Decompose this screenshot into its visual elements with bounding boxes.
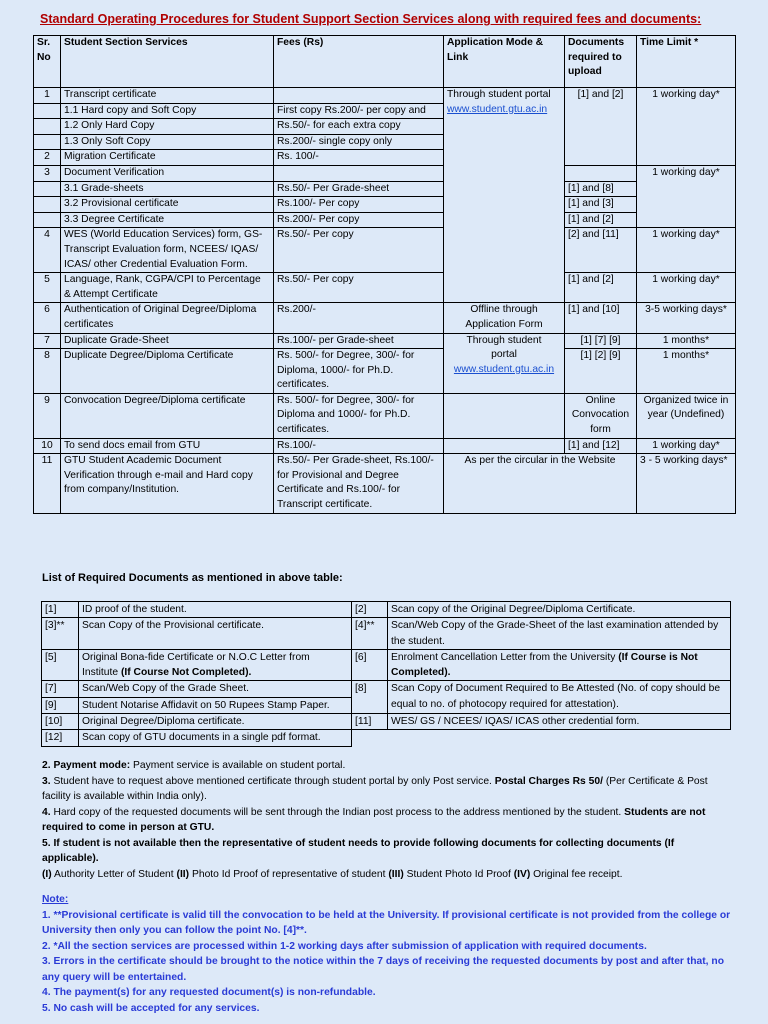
list-item [42, 618, 731, 650]
time-cell: 1 working day* [637, 88, 736, 150]
fees-cell: Rs.50/- Per Grade-sheet, Rs.100/- for Provisional and Degree Certificate and Rs.100/- for Transcript certificate. [274, 454, 444, 513]
note-text: Original fee receipt. [530, 868, 623, 880]
docs-cell: [1] and [2] [565, 273, 637, 303]
mode-cell-portal-2 [444, 333, 565, 393]
time-cell: 1 months* [637, 333, 736, 349]
note-label: 3. [42, 775, 51, 787]
note-label: (II) [176, 868, 190, 880]
service-cell: Document Verification [61, 165, 274, 181]
note-line: 4. The payment(s) for any requested document(s) is non-refundable. [42, 987, 376, 998]
doc-value: Scan copy of the Original Degree/Diploma Certificate. [388, 602, 731, 618]
mode-text: Through student portal [447, 89, 551, 100]
time-cell: 1 working day* [637, 273, 736, 303]
sr-cell: 1 [34, 88, 61, 104]
table-row [34, 393, 736, 438]
service-cell: 1.1 Hard copy and Soft Copy [61, 103, 274, 119]
note-hardcopy [42, 805, 732, 836]
mode-cell: Offline through Application Form [444, 303, 565, 333]
note-heading: Note: [42, 894, 69, 905]
docs-cell: [1] and [10] [565, 303, 637, 333]
fees-cell: Rs.50/- for each extra copy [274, 119, 444, 135]
list-item [42, 714, 731, 730]
sr-cell: 8 [34, 349, 61, 394]
header-docs: Documents required to upload [565, 36, 637, 88]
fees-cell: Rs.50/- Per copy [274, 228, 444, 273]
service-cell: 1.3 Only Soft Copy [61, 134, 274, 150]
note-text: Student have to request above mentioned certificate through student portal by only Post service. [50, 775, 492, 787]
header-fees: Fees (Rs) [274, 36, 444, 88]
doc-value: Scan Copy of Document Required to Be Attested (No. of copy should be equal to no. of photocopy required for attestation). [388, 681, 731, 714]
mode-cell [444, 393, 565, 438]
doc-key: [4]** [352, 618, 388, 650]
docs-cell: [1] and [12] [565, 438, 637, 454]
list-item [42, 730, 731, 746]
sr-cell: 9 [34, 393, 61, 438]
note-label: (I) [42, 868, 52, 880]
docs-cell [565, 165, 637, 181]
note-line: 3. Errors in the certificate should be brought to the notice within the 7 days of receiving the requested documents by post and after that, no any query will be entertained. [42, 956, 724, 983]
sr-cell: 11 [34, 454, 61, 513]
sr-cell [34, 197, 61, 213]
docs-cell: [1] and [3] [565, 197, 637, 213]
empty-cell [388, 730, 731, 746]
doc-text: Enrolment Cancellation Letter from the University [391, 651, 616, 663]
doc-value: Scan/Web Copy of the Grade Sheet. [79, 681, 352, 697]
docs-cell: [1] and [2] [565, 88, 637, 150]
note-line: 1. **Provisional certificate is valid till the convocation to be held at the University. If provisional certificate is not provided from the college or University then only you can follow the point No. [4]**. [42, 909, 731, 936]
table-row [34, 349, 736, 394]
time-cell: 1 working day* [637, 228, 736, 273]
service-cell: 3.3 Degree Certificate [61, 212, 274, 228]
header-service: Student Section Services [61, 36, 274, 88]
mode-cell: As per the circular in the Website [444, 454, 637, 513]
time-cell [637, 150, 736, 166]
doc-value: ID proof of the student. [79, 602, 352, 618]
service-cell: WES (World Education Services) form, GS-Transcript Evaluation form, NCEES/ IQAS/ ICAS/ other Credential Evaluation Form. [61, 228, 274, 273]
time-cell: 1 months* [637, 349, 736, 394]
docs-cell: [1] and [8] [565, 181, 637, 197]
fees-cell: Rs.50/- Per copy [274, 273, 444, 303]
sr-cell: 6 [34, 303, 61, 333]
sr-cell: 5 [34, 273, 61, 303]
fees-cell: Rs.200/- single copy only [274, 134, 444, 150]
postal-charges: Postal Charges Rs 50/ [491, 775, 603, 787]
fees-cell: First copy Rs.200/- per copy and [274, 103, 444, 119]
fees-cell: Rs.100/- per Grade-sheet [274, 333, 444, 349]
student-portal-link[interactable]: www.student.gtu.ac.in [453, 363, 555, 375]
mode-cell [444, 438, 565, 454]
note-label: 2. Payment mode: [42, 760, 131, 771]
note-label: (III) [388, 868, 404, 880]
fees-cell: Rs.50/- Per Grade-sheet [274, 181, 444, 197]
fees-cell [274, 88, 444, 104]
empty-cell [352, 730, 388, 746]
sr-cell [34, 119, 61, 135]
table-row [34, 212, 736, 228]
header-mode: Application Mode & Link [444, 36, 565, 88]
doc-condition: (If Course Not Completed). [120, 667, 252, 679]
fees-cell [274, 165, 444, 181]
service-cell: Authentication of Original Degree/Diploma certificates [61, 303, 274, 333]
docs-cell: [1] [7] [9] [565, 333, 637, 349]
docs-heading: List of Required Documents as mentioned in above table: [42, 572, 343, 584]
fees-cell: Rs.200/- [274, 303, 444, 333]
fees-cell: Rs. 500/- for Degree, 300/- for Diploma and 1000/- for Ph.D. certificates. [274, 393, 444, 438]
mode-text: Through student [466, 334, 542, 346]
sr-cell: 4 [34, 228, 61, 273]
table-row [34, 165, 736, 181]
header-time: Time Limit * [637, 36, 736, 88]
table-row [34, 303, 736, 333]
docs-cell [565, 150, 637, 166]
note-text: Authority Letter of Student [51, 868, 177, 880]
sr-cell [34, 103, 61, 119]
service-cell: 3.2 Provisional certificate [61, 197, 274, 213]
fees-cell: Rs. 100/- [274, 150, 444, 166]
fees-cell: Rs.100/- [274, 438, 444, 454]
notes-section [42, 758, 732, 1016]
note-text: Photo Id Proof of representative of student [189, 868, 389, 880]
table-row [34, 150, 736, 166]
note-label: (IV) [513, 868, 531, 880]
doc-value: Scan/Web Copy of the Grade-Sheet of the last examination attended by the student. [388, 618, 731, 650]
note-emphasis: Students are not required to come in person at GTU. [42, 806, 706, 833]
mode-cell-portal [444, 88, 565, 150]
doc-key: [6] [352, 649, 388, 681]
doc-value [388, 649, 731, 681]
doc-key: [7] [42, 681, 79, 697]
sr-cell [34, 181, 61, 197]
sr-cell [34, 134, 61, 150]
list-item [42, 602, 731, 618]
sr-cell: 10 [34, 438, 61, 454]
service-cell: Transcript certificate [61, 88, 274, 104]
table-header-row [34, 36, 736, 88]
mode-text: portal [491, 349, 517, 361]
fees-cell: Rs.100/- Per copy [274, 197, 444, 213]
table-row [34, 181, 736, 197]
note-request [42, 774, 732, 805]
service-cell: 3.1 Grade-sheets [61, 181, 274, 197]
required-documents-table [41, 601, 731, 747]
doc-key: [11] [352, 714, 388, 730]
doc-condition: (If Course is Not Completed). [391, 651, 698, 679]
docs-cell: [1] and [2] [565, 212, 637, 228]
student-portal-link[interactable]: www.student.gtu.ac.in [447, 103, 548, 115]
document-title: Standard Operating Procedures for Student Support Section Services along with required fees and documents: [40, 12, 702, 26]
header-sr: Sr. No [34, 36, 61, 88]
note-representative-docs [42, 867, 732, 883]
note-text: (Per Certificate & Post facility is available within India only). [42, 775, 708, 802]
service-cell: Language, Rank, CGPA/CPI to Percentage & Attempt Certificate [61, 273, 274, 303]
fees-cell: Rs.200/- Per copy [274, 212, 444, 228]
doc-key: [5] [42, 649, 79, 681]
note-label: 4. [42, 806, 51, 818]
docs-cell: Online Convocation form [565, 393, 637, 438]
service-cell: Duplicate Degree/Diploma Certificate [61, 349, 274, 394]
note-text: Hard copy of the requested documents will be sent through the Indian post process to the address mentioned by the student. [50, 806, 622, 818]
doc-key: [12] [42, 730, 79, 746]
note-representative [42, 836, 732, 867]
time-cell: 3-5 working days* [637, 303, 736, 333]
service-cell: Migration Certificate [61, 150, 274, 166]
doc-value: Scan Copy of the Provisional certificate. [79, 618, 352, 650]
service-cell: To send docs email from GTU [61, 438, 274, 454]
note-text: 5. If student is not available then the representative of student needs to provide following documents for collecting documents (If applicable). [42, 837, 675, 864]
docs-cell: [1] [2] [9] [565, 349, 637, 394]
note-block [42, 892, 732, 1016]
doc-value [79, 649, 352, 681]
table-row [34, 333, 736, 349]
table-row [34, 454, 736, 513]
service-cell: Duplicate Grade-Sheet [61, 333, 274, 349]
table-row [34, 197, 736, 213]
sr-cell: 7 [34, 333, 61, 349]
doc-key: [9] [42, 697, 79, 713]
table-row [34, 228, 736, 273]
time-cell: 1 working day* [637, 438, 736, 454]
doc-value: Student Notarise Affidavit on 50 Rupees Stamp Paper. [79, 697, 352, 713]
fees-cell: Rs. 500/- for Degree, 300/- for Diploma, 1000/- for Ph.D. certificates. [274, 349, 444, 394]
sr-cell [34, 212, 61, 228]
doc-key: [8] [352, 681, 388, 714]
time-cell: 1 working day* [637, 165, 736, 227]
service-cell: GTU Student Academic Document Verification through e-mail and Hard copy from company/Institution. [61, 454, 274, 513]
doc-text: Original Bona-fide Certificate or N.O.C Letter from Institute [82, 651, 310, 679]
sr-cell: 3 [34, 165, 61, 181]
doc-key: [1] [42, 602, 79, 618]
mode-cell [444, 150, 565, 303]
doc-key: [3]** [42, 618, 79, 650]
doc-value: Scan copy of GTU documents in a single pdf format. [79, 730, 352, 746]
note-line: 2. *All the section services are processed within 1-2 working days after submission of application with required documents. [42, 940, 647, 952]
note-line: 5. No cash will be accepted for any services. [42, 1002, 260, 1014]
service-cell: Convocation Degree/Diploma certificate [61, 393, 274, 438]
docs-cell: [2] and [11] [565, 228, 637, 273]
doc-value: Original Degree/Diploma certificate. [79, 714, 352, 730]
service-cell: 1.2 Only Hard Copy [61, 119, 274, 135]
list-item [42, 649, 731, 681]
doc-key: [2] [352, 602, 388, 618]
table-row [34, 273, 736, 303]
note-text: Student Photo Id Proof [403, 868, 514, 880]
table-row [34, 88, 736, 104]
list-item [42, 681, 731, 697]
doc-key: [10] [42, 714, 79, 730]
doc-value: WES/ GS / NCEES/ IQAS/ ICAS other credential form. [388, 714, 731, 730]
time-cell: Organized twice in year (Undefined) [637, 393, 736, 438]
sr-cell: 2 [34, 150, 61, 166]
table-row [34, 438, 736, 454]
note-payment [42, 758, 732, 774]
time-cell: 3 - 5 working days* [637, 454, 736, 513]
services-table [33, 35, 736, 514]
note-text: Payment service is available on student portal. [130, 760, 346, 771]
